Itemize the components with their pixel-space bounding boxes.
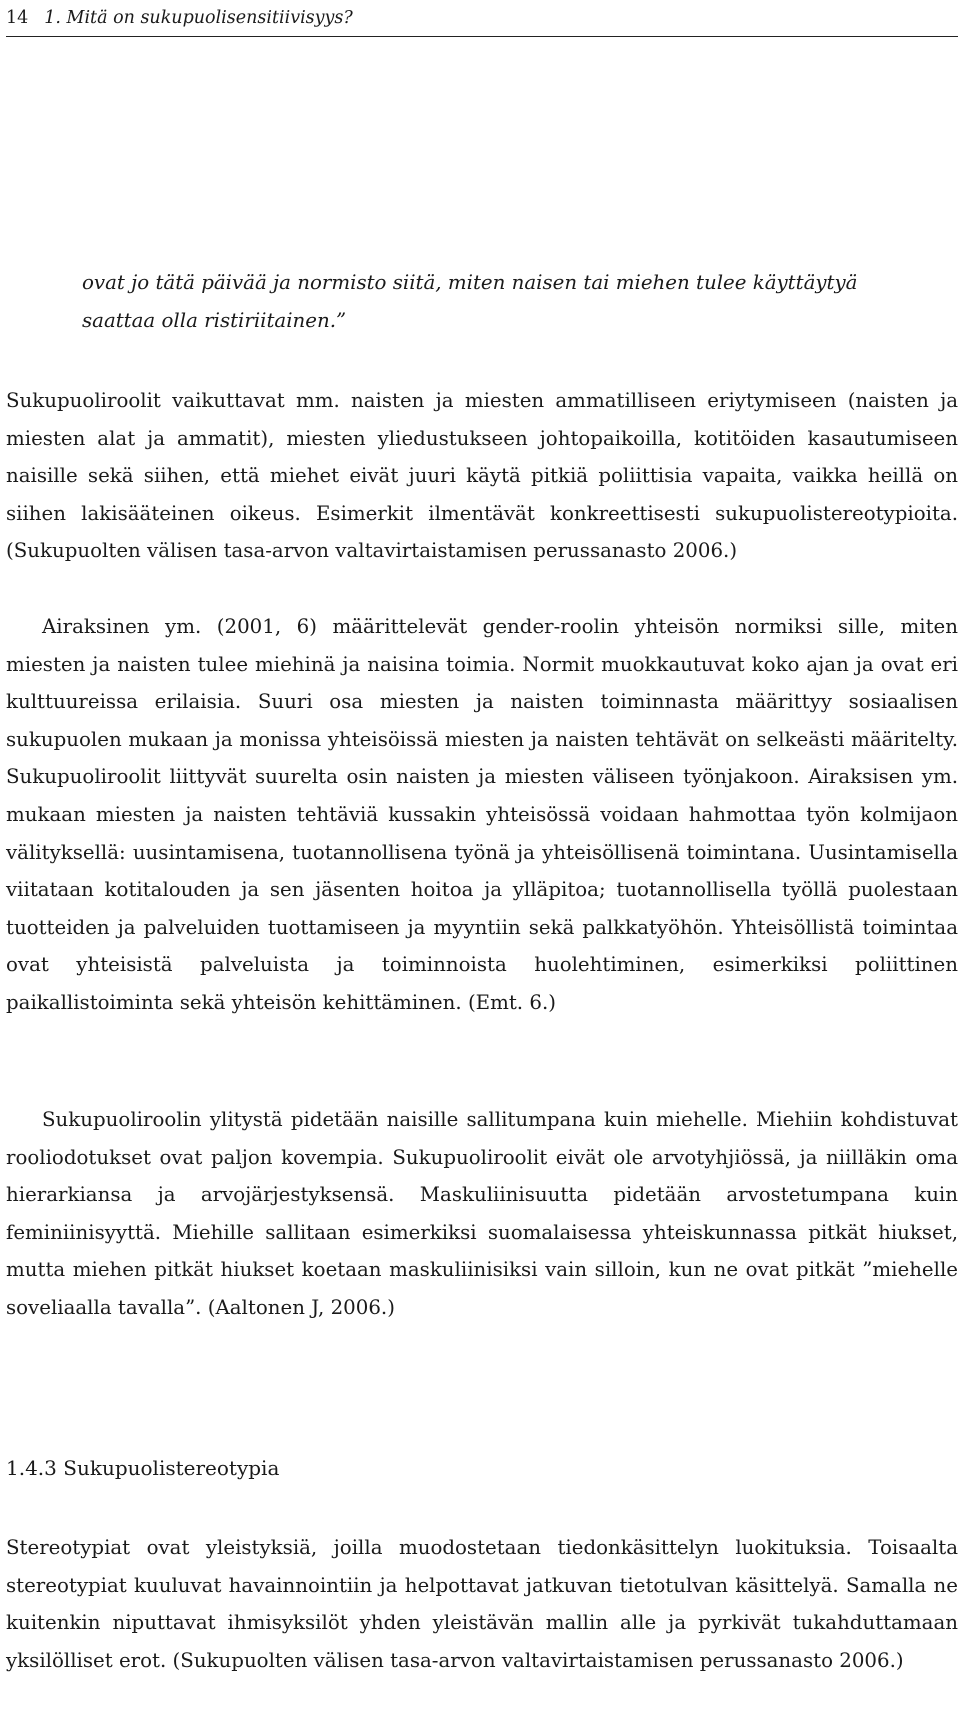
section-heading: 1.4.3 Sukupuolistereotypia: [6, 1456, 280, 1480]
running-header: [6, 6, 958, 37]
page-number: 14: [6, 8, 29, 28]
quote-continuation: ovat jo tätä päivää ja normisto siitä, miten naisen tai miehen tulee käyttäytyä saattaa olla ristiriitainen.”: [82, 271, 858, 332]
paragraph-sukupuoliroolit: Sukupuoliroolit vaikuttavat mm. naisten ja miesten ammatilliseen eriytymiseen (naisten ja miesten alat ja ammatit), miesten yliedustukseen johtopaikoilla, kotitöiden kasautumiseen naisille sekä siihen, että miehet eivät juuri käytä pitkiä poliittisia vapaita, vaikka heillä on siihen lakisääteinen oikeus. Esimerkit ilmentävät konkreettisesti sukupuolistereotypioita. (Sukupuolten välisen tasa-arvon valtavirtaistamisen perussanasto 2006.): [6, 389, 958, 563]
chapter-title: 1. Mitä on sukupuolisensitiivisyys?: [44, 8, 353, 28]
paragraph-ylitys: Sukupuoliroolin ylitystä pidetään naisille sallitumpana kuin miehelle. Miehiin kohdistuvat rooliodotukset ovat paljon kovempia. Sukupuoliroolit eivät ole arvotyhjiössä, ja niilläkin oma hierarkiansa ja arvojärjestyksensä. Maskuliinisuutta pidetään arvostetumpana kuin feminiinisyyttä. Miehille sallitaan esimerkiksi suomalaisessa yhteiskunnassa pitkät hiukset, mutta miehen pitkät hiukset koetaan maskuliinisiksi vain silloin, kun ne ovat pitkät ”miehelle soveliaalla tavalla”. (Aaltonen J, 2006.): [6, 1108, 958, 1319]
paragraph-stereotypiat: Stereotypiat ovat yleistyksiä, joilla muodostetaan tiedonkäsittelyn luokituksia. Toisaalta stereotypiat kuuluvat havainnointiin ja helpottavat jatkuvan tietotulvan käsittelyä. Samalla ne kuitenkin niputtavat ihmisyksilöt yhden yleistävän mallin alle ja pyrkivät tukahduttamaan yksilölliset erot. (Sukupuolten välisen tasa-arvon valtavirtaistamisen perussanasto 2006.): [6, 1536, 958, 1672]
paragraph-airaksinen: Airaksinen ym. (2001, 6) määrittelevät gender-roolin yhteisön normiksi sille, miten miesten ja naisten tulee miehinä ja naisina toimia. Normit muokkautuvat koko ajan ja ovat eri kulttuureissa erilaisia. Suuri osa miesten ja naisten toiminnasta määrittyy sosiaalisen sukupuolen mukaan ja monissa yhteisöissä miesten ja naisten tehtävät on selkeästi määritelty. Sukupuoliroolit liittyvät suurelta osin naisten ja miesten väliseen työnjakoon. Airaksisen ym. mukaan miesten ja naisten tehtäviä kussakin yhteisössä voidaan hahmottaa työn kolmijaon välityksellä: uusintamisena, tuotannollisena työnä ja yhteisöllisenä toimintana. Uusintamisella viitataan kotitalouden ja sen jäsenten hoitoa ja ylläpitoa; tuotannollisella työllä puolestaan tuotteiden ja palveluiden tuottamiseen ja myyntiin sekä palkkatyöhön. Yhteisöllistä toimintaa ovat yhteisistä palveluista ja toiminnoista huolehtiminen, esimerkiksi poliittinen paikallistoiminta sekä yhteisön kehittäminen. (Emt. 6.): [6, 615, 958, 1014]
